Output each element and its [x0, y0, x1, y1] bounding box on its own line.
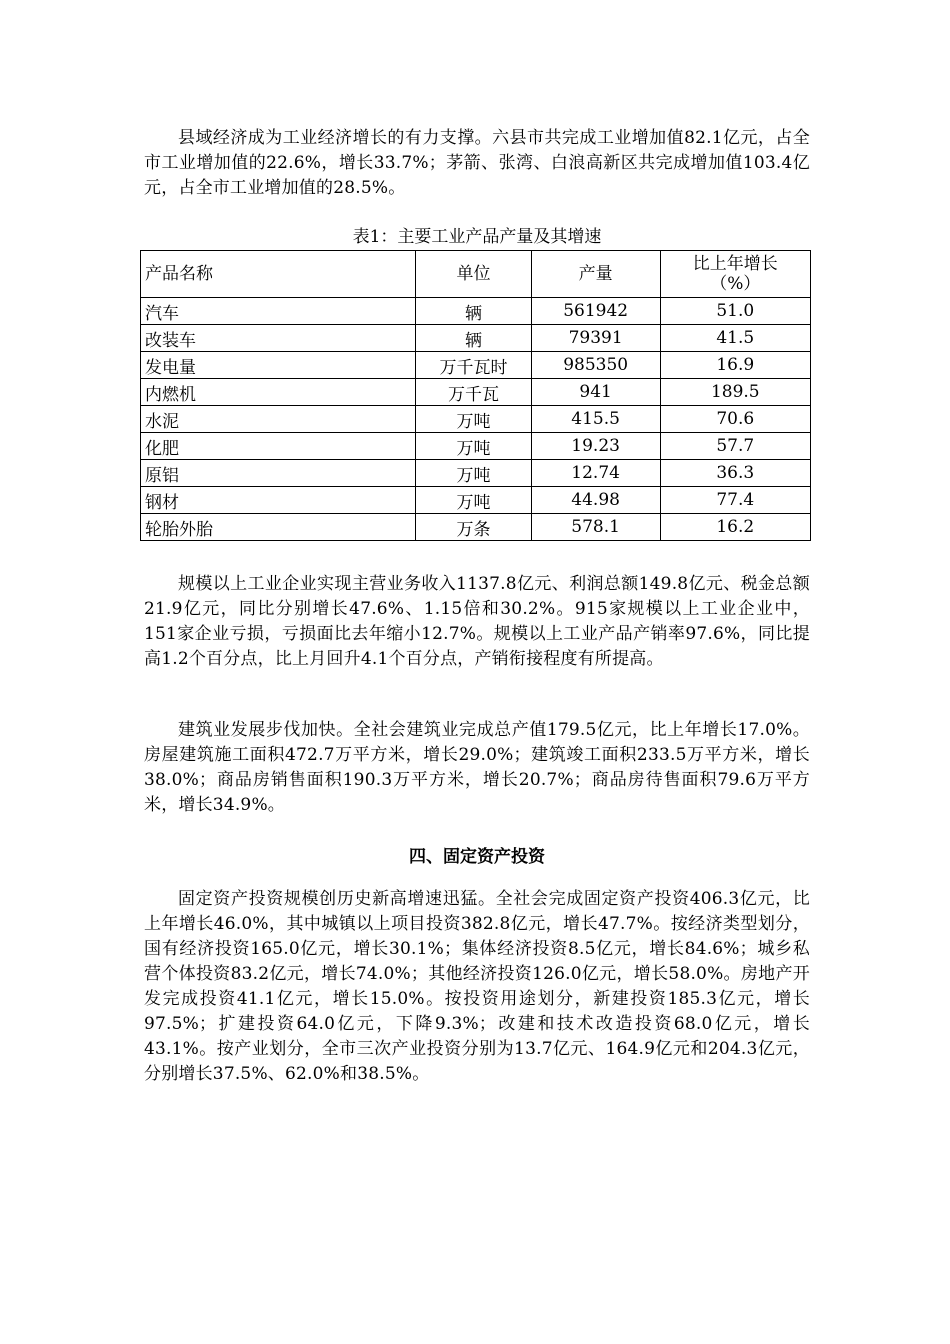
table-row: [141, 514, 811, 541]
table-header-row: [141, 251, 811, 298]
cell-output: 44.98: [531, 487, 660, 514]
cell-name: 钢材: [141, 487, 416, 514]
cell-output: 561942: [531, 298, 660, 325]
cell-unit: 万吨: [416, 460, 531, 487]
table-row: [141, 352, 811, 379]
cell-unit: 万千瓦: [416, 379, 531, 406]
cell-unit: 辆: [416, 325, 531, 352]
header-growth: [660, 251, 810, 298]
cell-output: 578.1: [531, 514, 660, 541]
cell-unit: 万吨: [416, 433, 531, 460]
header-growth-line2: （%）: [710, 274, 761, 294]
cell-name: 水泥: [141, 406, 416, 433]
paragraph-county-economy: 县域经济成为工业经济增长的有力支撑。六县市共完成工业增加值82.1亿元，占全市工业增加值的22.6%，增长33.7%；茅箭、张湾、白浪高新区共完成增加值103.4亿元，占全市工业增加值的28.5%。: [144, 128, 810, 198]
header-growth-line1: 比上年增长: [692, 254, 778, 274]
table-row: [141, 406, 811, 433]
table-row: [141, 433, 811, 460]
cell-unit: 辆: [416, 298, 531, 325]
table-row: [141, 379, 811, 406]
table-row: [141, 460, 811, 487]
table-caption: 表1：主要工业产品产量及其增速: [352, 227, 602, 247]
cell-growth: 189.5: [660, 379, 810, 406]
cell-growth: 16.9: [660, 352, 810, 379]
cell-name: 内燃机: [141, 379, 416, 406]
cell-name: 发电量: [141, 352, 416, 379]
header-product-name: 产品名称: [141, 251, 416, 298]
cell-output: 941: [531, 379, 660, 406]
paragraph-fixed-asset-investment: 固定资产投资规模创历史新高增速迅猛。全社会完成固定资产投资406.3亿元，比上年增长46.0%，其中城镇以上项目投资382.8亿元，增长47.7%。按经济类型划分，国有经济投资165.0亿元，增长30.1%；集体经济投资8.5亿元，增长84.6%；城乡私营个体投资83.2亿元，增长74.0%；其他经济投资126.0亿元，增长58.0%。房地产开发完成投资41.1亿元，增长15.0%。按投资用途划分，新建投资185.3亿元，增长97.5%；扩建投资64.0亿元，下降9.3%；改建和技术改造投资68.0亿元，增长43.1%。按产业划分，全市三次产业投资分别为13.7亿元、164.9亿元和204.3亿元，分别增长37.5%、62.0%和38.5%。: [144, 889, 810, 1084]
cell-growth: 57.7: [660, 433, 810, 460]
cell-output: 79391: [531, 325, 660, 352]
table-row: [141, 298, 811, 325]
cell-output: 19.23: [531, 433, 660, 460]
cell-name: 原铝: [141, 460, 416, 487]
header-unit: 单位: [416, 251, 531, 298]
cell-growth: 77.4: [660, 487, 810, 514]
table-row: [141, 325, 811, 352]
cell-unit: 万条: [416, 514, 531, 541]
paragraph-construction: 建筑业发展步伐加快。全社会建筑业完成总产值179.5亿元，比上年增长17.0%。房屋建筑施工面积472.7万平方米，增长29.0%；建筑竣工面积233.5万平方米，增长38.0%；商品房销售面积190.3万平方米，增长20.7%；商品房待售面积79.6万平方米，增长34.9%。: [144, 720, 810, 815]
cell-unit: 万千瓦时: [416, 352, 531, 379]
cell-growth: 51.0: [660, 298, 810, 325]
header-output: 产量: [531, 251, 660, 298]
section-title: 四、固定资产投资: [409, 847, 545, 867]
table-row: [141, 487, 811, 514]
cell-growth: 16.2: [660, 514, 810, 541]
cell-output: 985350: [531, 352, 660, 379]
cell-unit: 万吨: [416, 487, 531, 514]
industrial-products-table: [140, 250, 811, 541]
cell-name: 改装车: [141, 325, 416, 352]
cell-name: 汽车: [141, 298, 416, 325]
cell-growth: 70.6: [660, 406, 810, 433]
cell-growth: 41.5: [660, 325, 810, 352]
paragraph-enterprise-revenue: 规模以上工业企业实现主营业务收入1137.8亿元、利润总额149.8亿元、税金总额21.9亿元，同比分别增长47.6%、1.15倍和30.2%。915家规模以上工业企业中，151家企业亏损，亏损面比去年缩小12.7%。规模以上工业产品产销率97.6%，同比提高1.2个百分点，比上月回升4.1个百分点，产销衔接程度有所提高。: [144, 574, 810, 669]
cell-output: 415.5: [531, 406, 660, 433]
cell-output: 12.74: [531, 460, 660, 487]
cell-name: 轮胎外胎: [141, 514, 416, 541]
cell-unit: 万吨: [416, 406, 531, 433]
cell-name: 化肥: [141, 433, 416, 460]
cell-growth: 36.3: [660, 460, 810, 487]
